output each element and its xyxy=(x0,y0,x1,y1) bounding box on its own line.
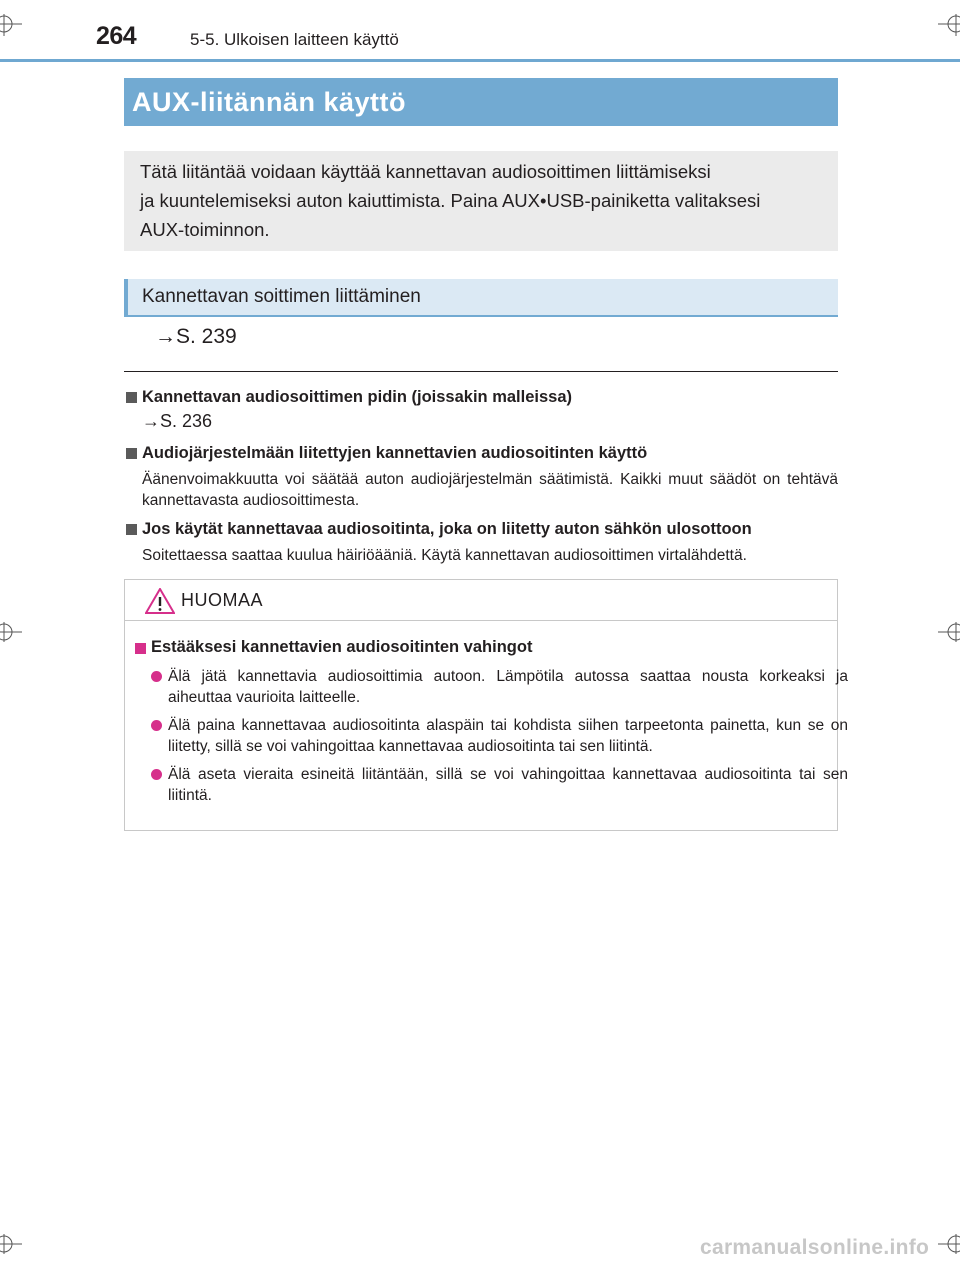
notice-bullet xyxy=(151,764,848,806)
subsection-title: Kannettavan soittimen liittäminen xyxy=(124,279,838,317)
info-item xyxy=(124,517,838,566)
notice-bullet-text: Älä paina kannettavaa audiosoitinta alaspäin tai kohdista siihen tarpeetonta painetta, kun se on liitetty, sillä se voi vahingoittaa kannettavaa audiosoitinta tai sen liitintä. xyxy=(168,717,848,755)
intro-line-1: Tätä liitäntää voidaan käyttää kannettavan audiosoittimen liittämiseksi xyxy=(140,161,711,182)
crop-mark-top-left xyxy=(0,14,24,38)
section-reference: 5-5. Ulkoisen laitteen käyttö xyxy=(190,30,399,49)
crop-mark-top-right xyxy=(936,14,960,38)
info-item xyxy=(124,441,838,511)
notice-box xyxy=(124,579,848,831)
crop-mark-bottom-left xyxy=(0,1232,24,1256)
section-divider xyxy=(124,371,838,372)
notice-subheading xyxy=(133,638,532,657)
notice-bullet xyxy=(151,715,848,757)
header-rule xyxy=(0,59,960,62)
info-item-body: Soitettaessa saattaa kuulua häiriöääniä. Käytä kannettavan audiosoittimen virtalähdettä. xyxy=(142,547,747,564)
notice-bullet xyxy=(151,666,848,708)
page-title: AUX-liitännän käyttö xyxy=(124,78,838,126)
info-item-heading xyxy=(124,441,838,465)
info-item-heading-text: Kannettavan audiosoittimen pidin (joissakin malleissa) xyxy=(142,388,573,406)
square-bullet-icon xyxy=(126,392,137,403)
round-bullet-icon xyxy=(151,671,162,682)
notice-header xyxy=(125,580,837,621)
warning-triangle-icon xyxy=(145,588,175,619)
notice-bullet-text: Älä aseta vieraita esineitä liitäntään, sillä se voi vahingoittaa kannettavaa audiosoitinta tai sen liitintä. xyxy=(168,766,848,804)
crop-mark-mid-right xyxy=(936,620,960,644)
info-item xyxy=(124,385,838,432)
crop-mark-mid-left xyxy=(0,620,24,644)
notice-title: HUOMAA xyxy=(181,590,264,610)
round-bullet-icon xyxy=(151,769,162,780)
watermark-text: carmanualsonline.info xyxy=(700,1236,930,1259)
square-bullet-icon xyxy=(126,448,137,459)
page-number: 264 xyxy=(96,22,137,50)
info-item-body: Äänenvoimakkuutta voi säätää auton audiojärjestelmän säätimistä. Kaikki muut säädöt on tehtävä kannettavasta audiosoittimesta. xyxy=(142,471,838,509)
info-item-heading-text: Audiojärjestelmään liitettyjen kannettavien audiosoitinten käyttö xyxy=(142,444,648,462)
round-bullet-icon xyxy=(151,720,162,731)
notice-subheading-text: Estääksesi kannettavien audiosoitinten vahingot xyxy=(151,638,533,656)
intro-line-3: AUX-toiminnon. xyxy=(140,219,270,240)
page-crossref-link[interactable]: →S. 239 xyxy=(155,325,237,348)
intro-box xyxy=(124,151,838,251)
page-crossref-link[interactable]: →S. 236 xyxy=(142,411,213,431)
info-item-heading-text: Jos käytät kannettavaa audiosoitinta, joka on liitetty auton sähkön ulosottoon xyxy=(142,520,752,538)
square-bullet-icon xyxy=(135,643,146,654)
intro-line-2: ja kuuntelemiseksi auton kaiuttimista. Paina AUX•USB-painiketta valitaksesi xyxy=(140,190,761,211)
crop-mark-bottom-right xyxy=(936,1232,960,1256)
info-item-heading xyxy=(124,385,838,409)
info-item-heading xyxy=(124,517,838,541)
notice-bullet-text: Älä jätä kannettavia audiosoittimia autoon. Lämpötila autossa saattaa nousta korkeaksi ja aiheuttaa vaurioita laitteelle. xyxy=(168,668,848,706)
square-bullet-icon xyxy=(126,524,137,535)
